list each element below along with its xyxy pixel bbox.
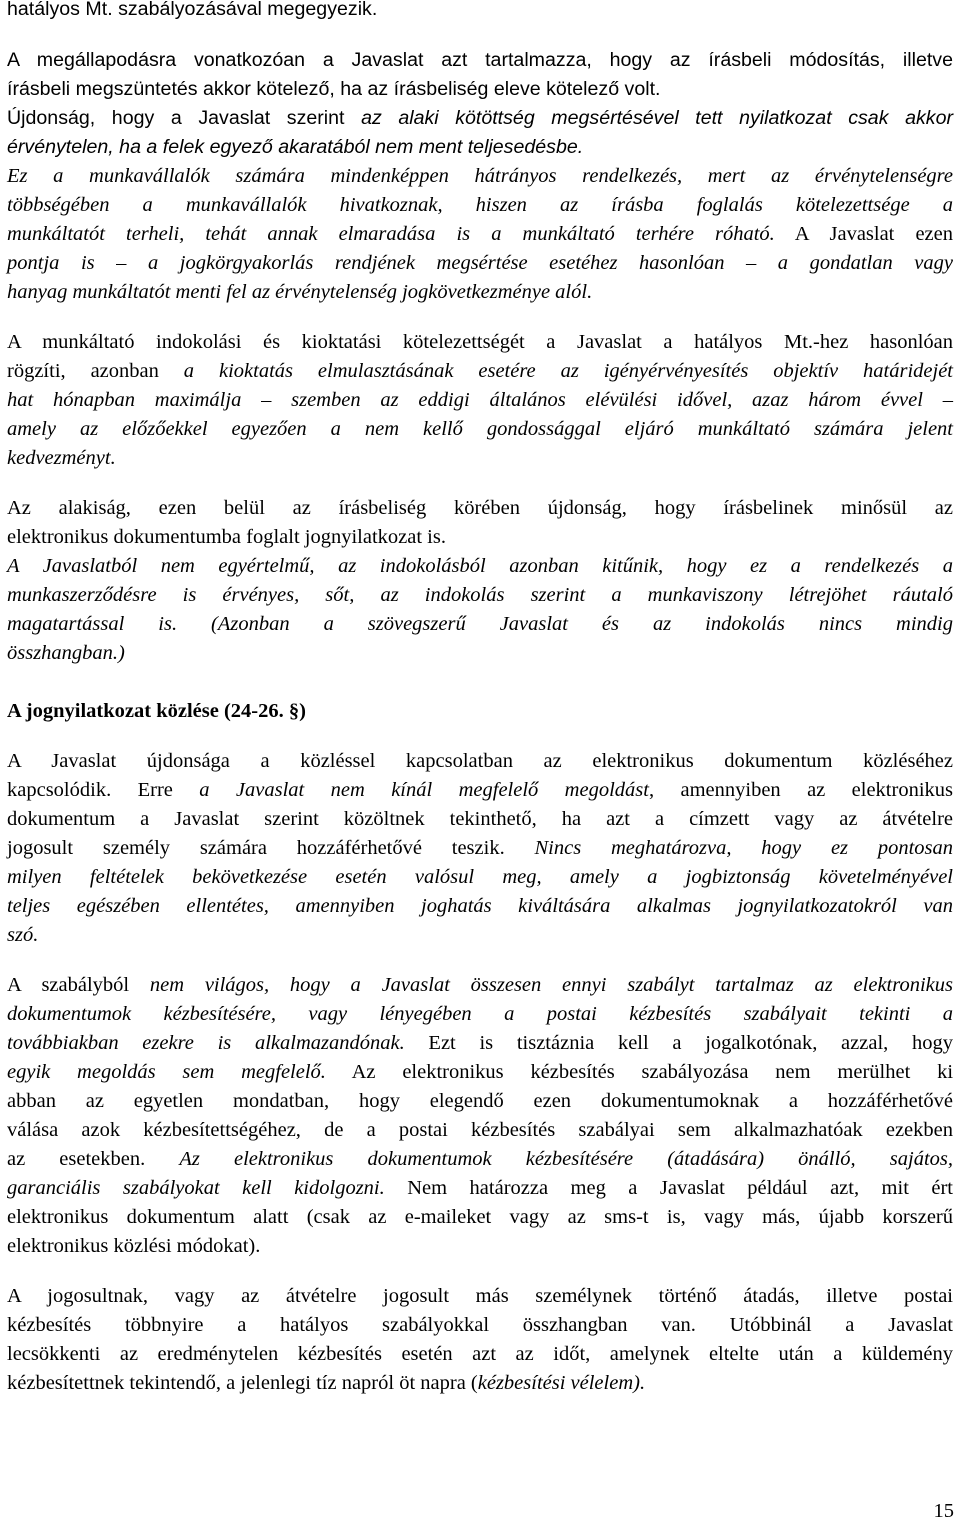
text-line: A Javaslatból nem egyértelmű, az indokolásból azonban kitűnik, hogy ez a rendelkezés a <box>7 555 953 577</box>
text-line: többségében a munkavállalók hivatkoznak, hiszen az írásba foglalás kötelezettsége a <box>7 194 953 216</box>
text-line: A jogosultnak, vagy az átvételre jogosult más személynek történő átadás, illetve postai <box>7 1285 953 1307</box>
page-number: 15 <box>933 1500 954 1522</box>
text-line: A Javaslat újdonsága a közléssel kapcsolatban az elektronikus dokumentum közléséhez <box>7 750 953 772</box>
paragraph-communication <box>7 747 953 950</box>
text-line: lecsökkenti az eredménytelen kézbesítés esetén azt az időt, amelynek eltelte után a küldemény <box>7 1343 953 1365</box>
text-line: A megállapodásra vonatkozóan a Javaslat azt tartalmazza, hogy az írásbeli módosítás, illetve <box>7 49 953 71</box>
text-line: abban az egyetlen mondatban, hogy elegendő ezen dokumentumoknak a hozzáférhetővé <box>7 1090 953 1112</box>
text-line: érvénytelen, ha a felek egyező akaratából nem ment teljesedésbe. <box>7 136 584 158</box>
text-line: kedvezményt. <box>7 447 116 469</box>
text-line: milyen feltételek bekövetkezése esetén valósul meg, amely a jogbiztonság követelményével <box>7 866 953 888</box>
text-line: kapcsolódik. Erre a Javaslat nem kínál megfelelő megoldást, amennyiben az elektronikus <box>7 779 954 801</box>
text-line: Az alakiság, ezen belül az írásbeliség körében újdonság, hogy írásbelinek minősül az <box>7 497 953 519</box>
text-line: válása azok kézbesítettségéhez, de a postai kézbesítés szabályai sem alkalmazhatóak ezekben <box>7 1119 953 1141</box>
text-line: amely az előzőekkel egyezően a nem kellő gondossággal eljáró munkáltató számára jelent <box>7 418 953 440</box>
paragraph-postal-delivery <box>7 1282 953 1398</box>
text-line: jogosult személy számára hozzáférhetővé teszik. Nincs meghatározva, hogy ez pontosan <box>7 837 953 859</box>
text-line: szó. <box>7 924 39 946</box>
text-line: teljes egészében ellentétes, amennyiben joghatás kiváltására alkalmas jognyilatkozatokról van <box>7 895 953 917</box>
text-line: dokumentumok kézbesítésére, vagy lényegében a postai kézbesítés szabályait tekinti a <box>7 1003 953 1025</box>
text-line: munkaszerződésre is érvényes, sőt, az indokolás szerint a munkaviszony létrejöhet ráutaló <box>7 584 953 606</box>
paragraph-electronic-form <box>7 494 953 668</box>
text-line: garanciális szabályokat kell kidolgozni. Nem határozza meg a Javaslat például azt, mit ért <box>7 1177 953 1199</box>
text-line: A szabályból nem világos, hogy a Javaslat összesen ennyi szabályt tartalmaz az elektronikus <box>7 974 953 996</box>
text-line: egyik megoldás sem megfelelő. Az elektronikus kézbesítés szabályozása nem merülhet ki <box>7 1061 954 1083</box>
text-line: hanyag munkáltatót menti fel az érvénytelenség jogkövetkezménye alól. <box>7 281 593 303</box>
text-line: továbbiakban ezekre is alkalmazandónak. Ezt is tisztáznia kell a jogalkotónak, azzal, hogy <box>7 1032 953 1054</box>
text-line: hatályos Mt. szabályozásával megegyezik. <box>7 0 378 20</box>
text-line: kézbesítettnek tekintendő, a jelenlegi tíz napról öt napra (kézbesítési vélelem). <box>7 1372 646 1394</box>
text-line: írásbeli megszüntetés akkor kötelező, ha az írásbeliség eleve kötelező volt. <box>7 78 661 100</box>
text-line: elektronikus dokumentumba foglalt jognyilatkozat is. <box>7 526 446 548</box>
text-line: magatartással is. (Azonban a szövegszerű Javaslat és az indokolás nincs mindig <box>7 613 953 635</box>
paragraph-employer-duty <box>7 328 953 473</box>
text-line: dokumentum a Javaslat szerint közöltnek tekinthető, ha azt a címzett vagy az átvételre <box>7 808 953 830</box>
text-line: rögzíti, azonban a kioktatás elmulasztásának esetére az igényérvényesítés objektív határidejét <box>7 360 953 382</box>
text-line: az esetekben. Az elektronikus dokumentumok kézbesítésére (átadására) önálló, sajátos, <box>7 1148 953 1170</box>
text-line: Ez a munkavállalók számára mindenképpen hátrányos rendelkezés, mert az érvénytelenségre <box>7 165 953 187</box>
paragraph-delivery-rules <box>7 971 953 1261</box>
text-line: pontja is – a jogkörgyakorlás rendjének megsértése esetéhez hasonlóan – a gondatlan vagy <box>7 252 953 274</box>
text-line: összhangban.) <box>7 642 125 664</box>
text-line: A munkáltató indokolási és kioktatási kötelezettségét a Javaslat a hatályos Mt.-hez hasonlóan <box>7 331 953 353</box>
paragraph-invalidity <box>7 162 953 307</box>
section-heading: A jognyilatkozat közlése (24-26. §) <box>7 700 306 722</box>
text-line: elektronikus dokumentum alatt (csak az e-maileket vagy az sms-t is, vagy más, újabb korszerű <box>7 1206 953 1228</box>
text-line: munkáltatót terheli, tehát annak elmaradása is a munkáltató terhére róható. A Javaslat ezen <box>7 223 954 245</box>
paragraph-form-requirement <box>7 0 953 162</box>
text-line: hat hónapban maximálja – szemben az eddigi általános elévülési idővel, azaz három évvel – <box>7 389 953 411</box>
text-line: kézbesítés többnyire a hatályos szabályokkal összhangban van. Utóbbinál a Javaslat <box>7 1314 953 1336</box>
text-line: elektronikus közlési módokat). <box>7 1235 261 1257</box>
text-line: Újdonság, hogy a Javaslat szerint az alaki kötöttség megsértésével tett nyilatkozat csak akkor <box>7 107 953 129</box>
